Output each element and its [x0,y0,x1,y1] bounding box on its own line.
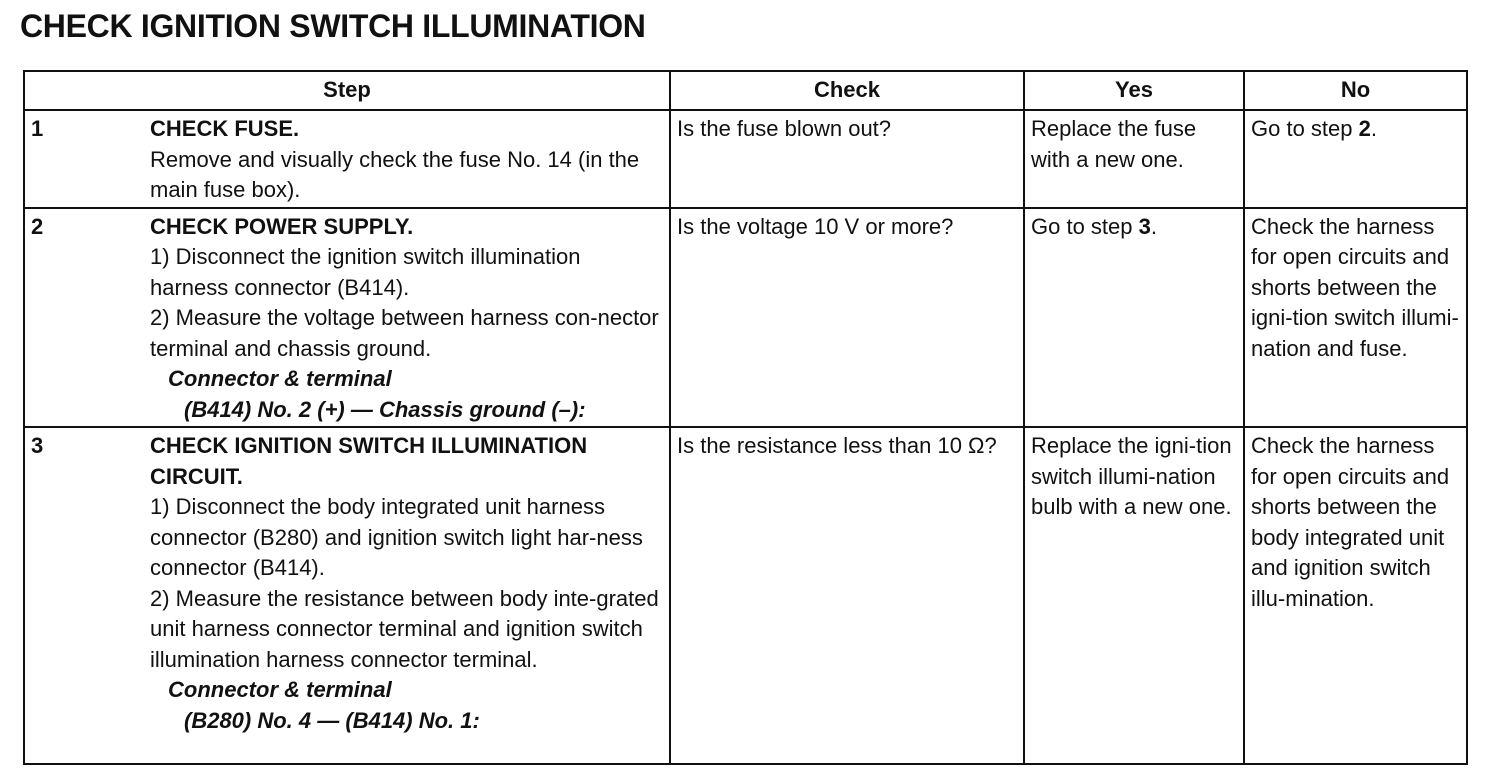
check-cell: Is the resistance less than 10 Ω? [670,427,1024,764]
diagnostic-table [23,70,1468,765]
header-check: Check [670,71,1024,110]
yes-text: Go to step [1031,213,1139,239]
step-number: 1 [31,116,44,141]
step-instruction: Remove and visually check the fuse No. 14 (in the main fuse box). [150,146,640,202]
yes-suffix: . [1150,213,1157,239]
yes-cell: Replace the igni-tion switch illumi-nation bulb with a new one. [1024,427,1244,764]
step-heading: CHECK POWER SUPPLY. [150,213,414,239]
step-reference: 2 [1358,116,1371,141]
yes-cell: Replace the fuse with a new one. [1024,110,1244,208]
no-cell: Check the harness for open circuits and shorts between the igni-tion switch illumi-nation and fuse. [1244,208,1467,428]
table-header-row [24,71,1467,110]
header-no: No [1244,71,1467,110]
connector-terminal-value: (B280) No. 4 — (B414) No. 1: [184,707,480,733]
connector-terminal-label: Connector & terminal [168,366,392,391]
step-heading: CHECK IGNITION SWITCH ILLUMINATION CIRCUIT. [150,433,588,489]
step-instruction: 2) Measure the resistance between body inte-grated unit harness connector terminal and ignition switch illumination harness connector terminal. [150,585,659,672]
header-step: Step [24,71,670,110]
no-cell: Check the harness for open circuits and shorts between the body integrated unit and ignition switch illu-mination. [1244,427,1467,764]
connector-terminal-value: (B414) No. 2 (+) — Chassis ground (–): [184,396,586,422]
connector-terminal-label: Connector & terminal [168,677,392,702]
no-suffix: . [1370,116,1377,141]
yes-cell [1024,208,1244,428]
step-number: 3 [31,433,44,458]
no-text: Go to step [1251,116,1359,141]
step-instruction: 2) Measure the voltage between harness con-nector terminal and chassis ground. [150,305,659,361]
step-cell [24,427,670,764]
table-row [24,110,1467,208]
step-reference: 3 [1138,213,1151,239]
step-cell [24,110,670,208]
step-instruction: 1) Disconnect the ignition switch illumination harness connector (B414). [150,244,581,300]
no-cell [1244,110,1467,208]
check-cell: Is the fuse blown out? [670,110,1024,208]
header-yes: Yes [1024,71,1244,110]
table-row [24,427,1467,764]
step-cell [24,208,670,428]
step-heading: CHECK FUSE. [150,116,300,141]
step-number: 2 [31,213,44,239]
page-title: CHECK IGNITION SWITCH ILLUMINATION [20,8,646,44]
step-instruction: 1) Disconnect the body integrated unit harness connector (B280) and ignition switch light har-ness connector (B414). [150,494,643,580]
check-cell: Is the voltage 10 V or more? [670,208,1024,428]
table-row [24,208,1467,428]
